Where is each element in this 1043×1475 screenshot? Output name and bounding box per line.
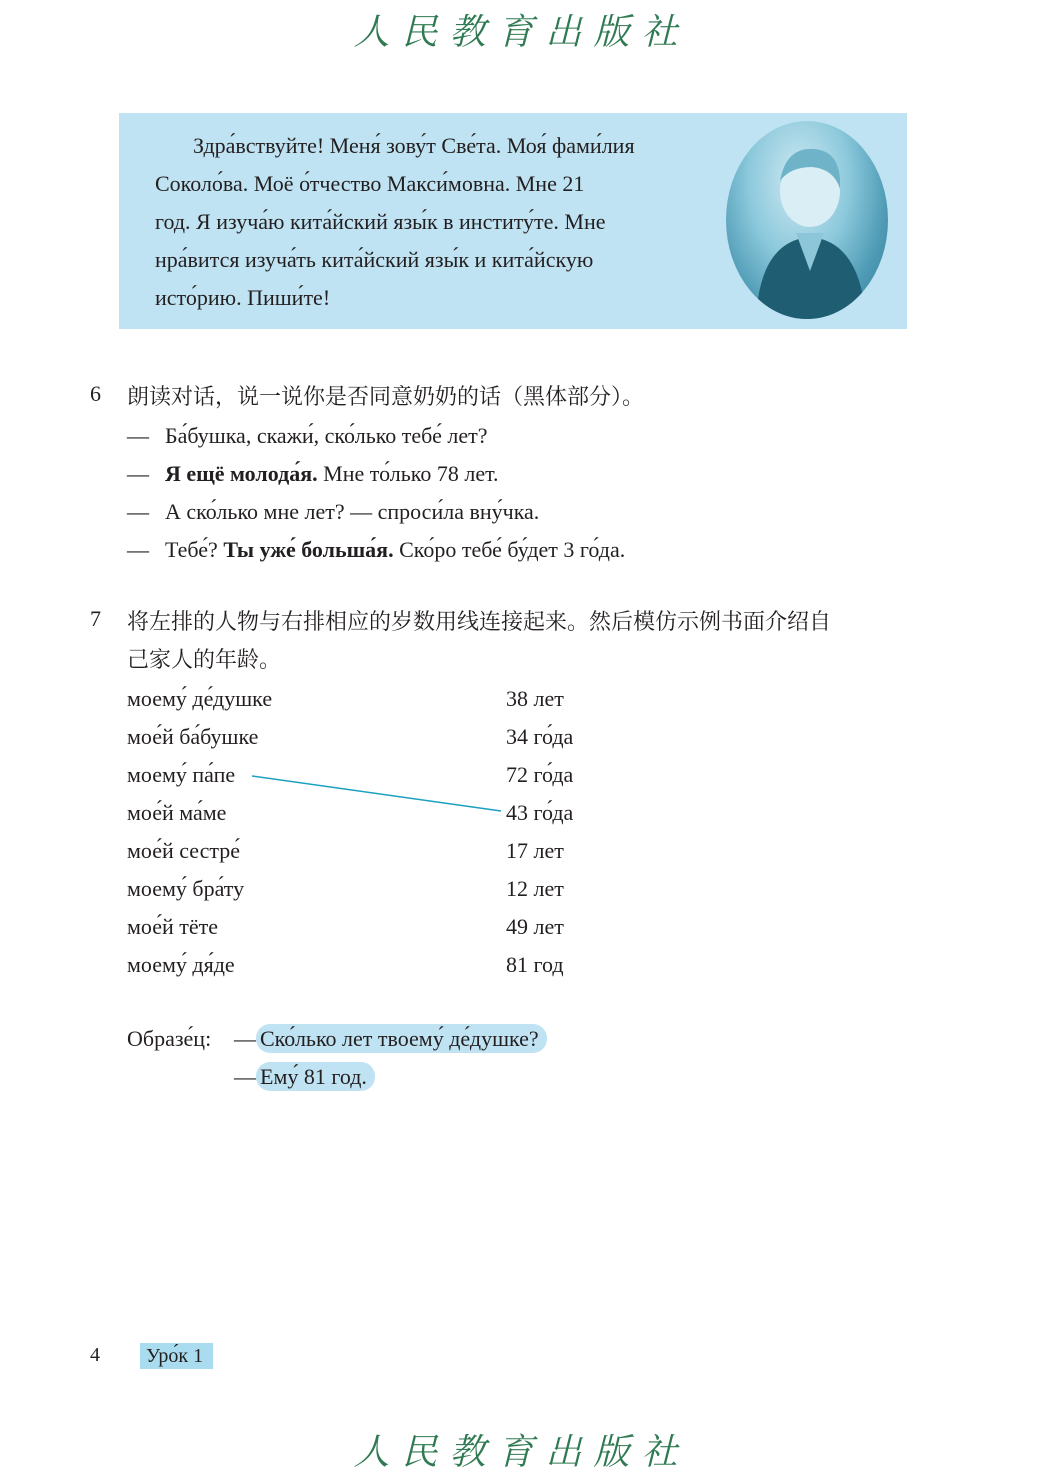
task-number: 7 xyxy=(90,606,101,631)
person-item: мое́й сестре́ xyxy=(127,838,240,863)
dialogue-line xyxy=(127,531,625,569)
intro-line: исто́рию. Пиши́те! xyxy=(155,285,331,310)
age-item: 38 лет xyxy=(506,686,564,711)
person-item: моему́ бра́ту xyxy=(127,876,245,901)
sample-answer-text: Ему́ 81 год. xyxy=(256,1062,375,1091)
dialogue-bold-text: Ты уже́ больша́я. xyxy=(223,537,394,562)
dash: — xyxy=(234,1064,256,1089)
dialogue-text: Мне то́лько 78 лет. xyxy=(317,461,499,486)
dash: — xyxy=(127,461,149,486)
portrait-photo xyxy=(726,121,888,319)
intro-line: год. Я изуча́ю кита́йский язы́к в институ́те. Мне xyxy=(155,209,606,234)
dash: — xyxy=(234,1026,256,1051)
age-item: 81 год xyxy=(506,952,564,977)
sample-question xyxy=(234,1020,547,1058)
dialogue-text: Ба́бушка, скажи́, ско́лько тебе́ лет? xyxy=(165,423,488,448)
task-instruction: 将左排的人物与右排相应的岁数用线连接起来。然后模仿示例书面介绍自 xyxy=(127,610,832,635)
person-item: мое́й тёте xyxy=(127,914,218,939)
task-instruction: 朗读对话，说一说你是否同意奶奶的话（黑体部分）。 xyxy=(127,385,645,410)
age-item: 17 лет xyxy=(506,838,564,863)
task-instruction-cont: 己家人的年龄。 xyxy=(127,648,282,673)
dialogue-text: Ско́ро тебе́ бу́дет 3 го́да. xyxy=(393,537,626,562)
ages-column xyxy=(506,680,573,984)
dash: — xyxy=(127,499,149,524)
publisher-logo-bottom: 人民教育出版社 xyxy=(353,1432,690,1473)
age-item: 49 лет xyxy=(506,914,564,939)
person-item: моему́ па́пе xyxy=(127,762,236,787)
age-item: 72 го́да xyxy=(506,762,574,787)
intro-line: Соколо́ва. Моё о́тчество Макси́мовна. Мне 21 xyxy=(155,171,585,196)
page-number: 4 xyxy=(90,1344,100,1366)
person-item: моему́ де́душке xyxy=(127,686,273,711)
dialogue-text: А ско́лько мне лет? — спроси́ла вну́чка. xyxy=(165,499,540,524)
dialogue-line xyxy=(127,455,499,493)
connector-line xyxy=(252,776,501,811)
dash: — xyxy=(127,537,149,562)
publisher-logo-top: 人民教育出版社 xyxy=(353,12,690,53)
dialogue-text: Тебе́? xyxy=(165,537,224,562)
person-item: мое́й ма́ме xyxy=(127,800,227,825)
age-item: 34 го́да xyxy=(506,724,574,749)
task-number: 6 xyxy=(90,381,101,406)
age-item: 12 лет xyxy=(506,876,564,901)
intro-line: Здра́вствуйте! Меня́ зову́т Све́та. Моя́ фами́лия xyxy=(193,133,635,158)
person-item: мое́й ба́бушке xyxy=(127,724,259,749)
person-item: моему́ дя́де xyxy=(127,952,235,977)
intro-line: нра́вится изуча́ть кита́йский язы́к и кита́йскую xyxy=(155,247,594,272)
people-column xyxy=(127,680,272,984)
dialogue-line xyxy=(127,417,487,455)
sample-label: Образе́ц: xyxy=(127,1026,212,1051)
sample-answer xyxy=(234,1058,375,1096)
dialogue-bold-text: Я ещё молода́я. xyxy=(165,461,318,486)
lesson-tag: Уро́к 1 xyxy=(140,1343,213,1369)
sample-question-text: Ско́лько лет твоему́ де́душке? xyxy=(256,1024,547,1053)
dash: — xyxy=(127,423,149,448)
age-item: 43 го́да xyxy=(506,800,574,825)
dialogue-line xyxy=(127,493,539,531)
intro-panel xyxy=(119,113,907,329)
